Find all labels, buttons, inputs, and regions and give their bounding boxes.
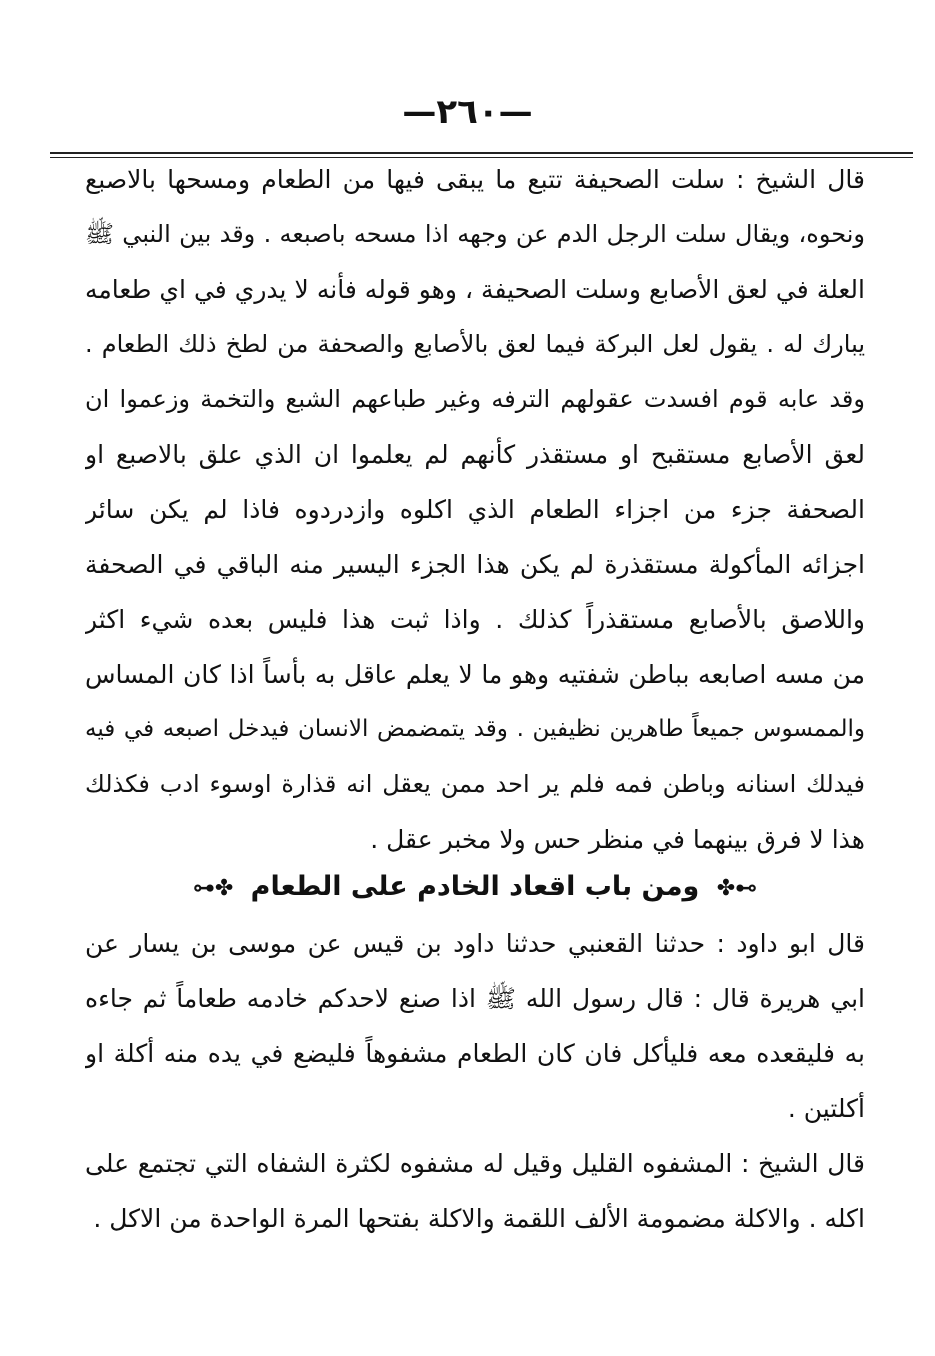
text-line: الصحفة جزء من اجزاء الطعام الذي اكلوه وازدردوه فاذا لم يكن سائر [85, 495, 865, 524]
text-line: قال ابو داود : حدثنا القعنبي حدثنا داود بن قيس عن موسى بن يسار عن [85, 929, 865, 958]
text-line: يبارك له . يقول لعل البركة فيما لعق بالأصابع والصحفة من لطخ ذلك الطعام . [85, 330, 865, 358]
text-line: وقد عابه قوم افسدت عقولهم الترفه وغير طباعهم الشبع والتخمة وزعموا ان [85, 385, 865, 413]
text-line: أكلتين . [787, 1094, 865, 1123]
page-number: —٢٦٠— [402, 92, 533, 132]
text-line: فيدلك اسنانه وباطن فمه فلم ير احد ممن يعقل انه قذارة اوسوء ادب فكذلك [85, 770, 865, 798]
text-line: اجزائه المأكولة مستقذرة لم يكن هذا الجزء اليسير منه الباقي في الصحفة [85, 550, 865, 579]
text-line: لعق الأصابع مستقبح او مستقذر كأنهم لم يعلموا ان الذي علق بالاصبع او [85, 440, 865, 469]
text-line: ابي هريرة قال : قال رسول الله ﷺ اذا صنع لاحدكم خادمه طعاماً ثم جاءه [85, 984, 865, 1013]
text-line: قال الشيخ : سلت الصحيفة تتبع ما يبقى فيها من الطعام ومسحها بالاصبع [85, 165, 865, 194]
text-line: اكله . والاكلة مضمومة الألف اللقمة والاكلة بفتحها المرة الواحدة من الاكل . [93, 1204, 865, 1233]
commentary-paragraph-2 [85, 1136, 865, 1246]
commentary-paragraph [85, 152, 865, 867]
ornament-left-icon: ✤⊷ [192, 876, 234, 901]
text-line: من مسه اصابعه بباطن شفتيه وهو ما لا يعلم عاقل به بأساً اذا كان المساس [85, 660, 865, 689]
text-line: واللاصق بالأصابع مستقذراً كذلك . واذا ثبت هذا فليس بعده شيء اكثر [85, 605, 865, 634]
hadith-paragraph [85, 916, 865, 1136]
ornament-right-icon: ⊶✤ [716, 876, 758, 901]
section-heading [85, 857, 865, 917]
text-line: هذا لا فرق بينهما في منظر حس ولا مخبر عقل . [370, 825, 865, 854]
text-line: العلة في لعق الأصابع وسلت الصحيفة ، وهو قوله فأنه لا يدري في اي طعامه [85, 275, 865, 304]
text-line: والممسوس جميعاً طاهرين نظيفين . وقد يتمضمض الانسان فيدخل اصبعه في فيه [85, 716, 865, 742]
text-line: قال الشيخ : المشفوه القليل وقيل له مشفوه لكثرة الشفاه التي تجتمع على [85, 1149, 865, 1178]
text-line: ونحوه، ويقال سلت الرجل الدم عن وجهه اذا مسحه باصبعه . وقد بين النبي ﷺ [85, 220, 865, 248]
section-heading-text: ومن باب اقعاد الخادم على الطعام [250, 871, 700, 902]
text-line: به فليقعده معه فليأكل فان كان الطعام مشفوهاً فليضع في يده منه أكلة او [85, 1039, 865, 1068]
